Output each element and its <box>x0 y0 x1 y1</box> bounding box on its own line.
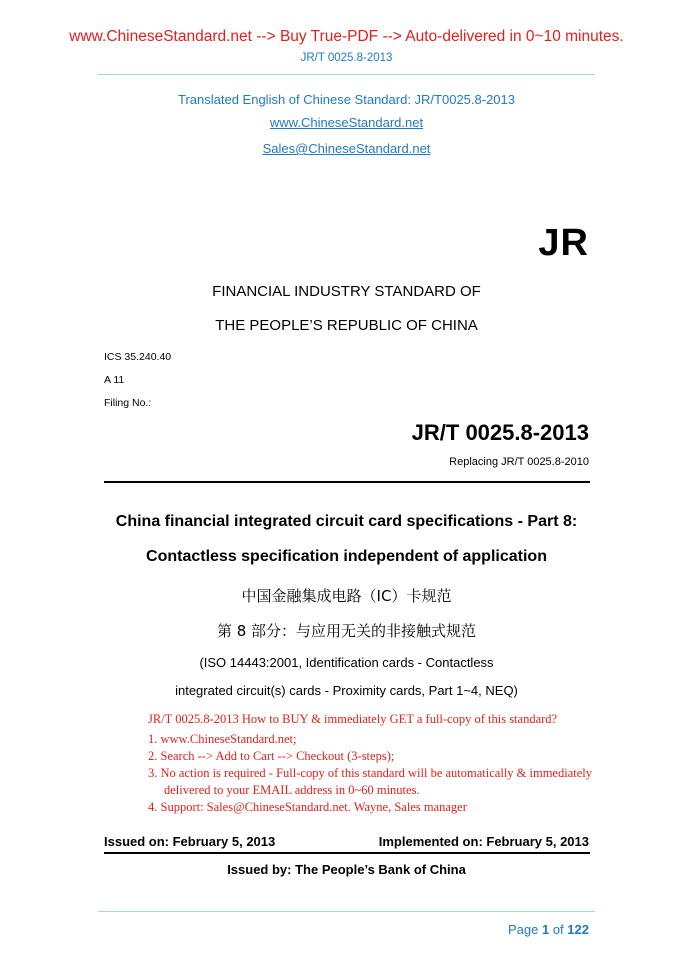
page-number: Page 1 of 122 <box>508 922 589 937</box>
buy-heading[interactable]: JR/T 0025.8-2013 How to BUY & immediately GET a full-copy of this standard? <box>148 712 558 726</box>
website-link[interactable]: www.ChineseStandard.net <box>269 115 424 130</box>
ics-code: ICS 35.240.40 <box>104 351 172 363</box>
page-current: 1 <box>541 922 550 937</box>
page-total: 122 <box>567 922 589 937</box>
title-line-1: China financial integrated circuit card specifications - Part 8: <box>115 513 578 530</box>
iso-reference-2: integrated circuit(s) cards - Proximity cards, Part 1~4, NEQ) <box>175 683 518 698</box>
issuing-authority: Issued by: The People’s Bank of China <box>227 862 466 877</box>
industry-line-2: THE PEOPLE’S REPUBLIC OF CHINA <box>215 317 478 334</box>
implemented-on-date: Implemented on: February 5, 2013 <box>378 834 589 849</box>
buy-step[interactable]: 1. www.ChineseStandard.net; <box>148 732 297 746</box>
buy-step: 3. No action is required - Full-copy of this standard will be automatically & immediately delivered to your EMAIL address in 0~60 minutes. <box>148 766 592 797</box>
industry-line-1: FINANCIAL INDUSTRY STANDARD OF <box>212 283 481 300</box>
page-footer-divider <box>98 911 595 912</box>
title-line-2: Contactless specification independent of application <box>146 548 547 565</box>
buy-steps-list <box>148 731 608 816</box>
email-link[interactable]: Sales@ChineseStandard.net <box>262 141 431 156</box>
filing-number: Filing No.: <box>104 397 152 409</box>
jr-logo: JR <box>538 222 589 264</box>
iso-reference-1: (ISO 14443:2001, Identification cards - Contactless <box>199 655 494 670</box>
title-divider <box>104 481 590 483</box>
buy-step: 4. Support: Sales@ChineseStandard.net. Wayne, Sales manager <box>148 800 467 814</box>
footer-divider <box>104 852 590 854</box>
replacing-note: Replacing JR/T 0025.8-2010 <box>449 456 589 468</box>
standard-number: JR/T 0025.8-2013 <box>411 420 589 445</box>
classification-code: A 11 <box>104 374 125 386</box>
issued-on-date: Issued on: February 5, 2013 <box>104 834 276 849</box>
chinese-title-2: 第 8 部分：与应用无关的非接触式规范 <box>216 622 477 640</box>
promo-banner[interactable]: www.ChineseStandard.net --> Buy True-PDF --> Auto-delivered in 0~10 minutes. <box>69 28 624 45</box>
header-standard-code: JR/T 0025.8-2013 <box>300 52 393 64</box>
buy-step: 2. Search --> Add to Cart --> Checkout (3-steps); <box>148 749 395 763</box>
chinese-title-1: 中国金融集成电路（IC）卡规范 <box>241 587 452 605</box>
header-divider <box>98 74 595 75</box>
translated-notice: Translated English of Chinese Standard: JR/T0025.8-2013 <box>178 92 515 107</box>
